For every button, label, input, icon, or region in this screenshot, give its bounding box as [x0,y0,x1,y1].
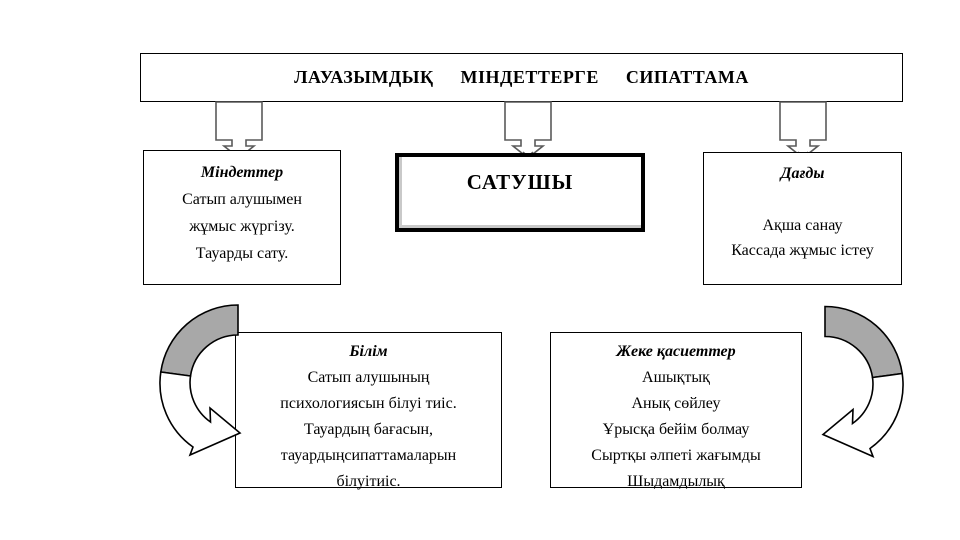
personal-qualities-box [550,332,802,488]
seller-label: САТУШЫ [466,170,574,194]
knowledge-line: тауардыңсипаттамаларын [280,447,457,464]
seller-box [395,153,645,232]
knowledge-box [235,332,502,488]
down-arrow-icon-center [498,101,558,159]
duties-line: жұмыс жүргізу. [189,218,295,235]
skills-heading: Дағды [780,165,825,182]
skills-line: Ақша санау [762,217,843,234]
duties-box [143,150,341,285]
knowledge-heading: Білім [349,343,388,360]
title-box [140,53,903,102]
duties-line: Тауарды сату. [195,245,289,262]
personal-line: Анық сөйлеу [631,395,721,412]
curved-arrow-left-icon [150,303,250,463]
personal-line: Ұрысқа бейім болмау [602,421,750,438]
duties-heading: Міндеттер [200,164,284,181]
duties-line: Сатып алушымен [182,191,302,208]
personal-line: Ашықтық [642,369,710,386]
skills-lines [704,213,901,263]
knowledge-line: Тауардың бағасын, [303,421,434,438]
knowledge-line: білуітиіс. [336,473,401,490]
skills-line: Кассада жұмыс істеу [731,242,874,259]
down-arrow-icon-right [773,101,833,159]
personal-line: Сыртқы әлпеті жағымды [591,447,761,464]
personal-heading: Жеке қасиеттер [616,343,736,360]
knowledge-line: Сатып алушының [307,369,430,386]
personal-line: Шыдамдылық [627,473,725,490]
skills-box [703,152,902,285]
knowledge-line: психологиясын білуі тиіс. [280,395,457,412]
curved-arrow-right-icon [813,303,913,466]
diagram-title: ЛАУАЗЫМДЫҚ МІНДЕТТЕРГЕ СИПАТТАМА [294,67,749,87]
